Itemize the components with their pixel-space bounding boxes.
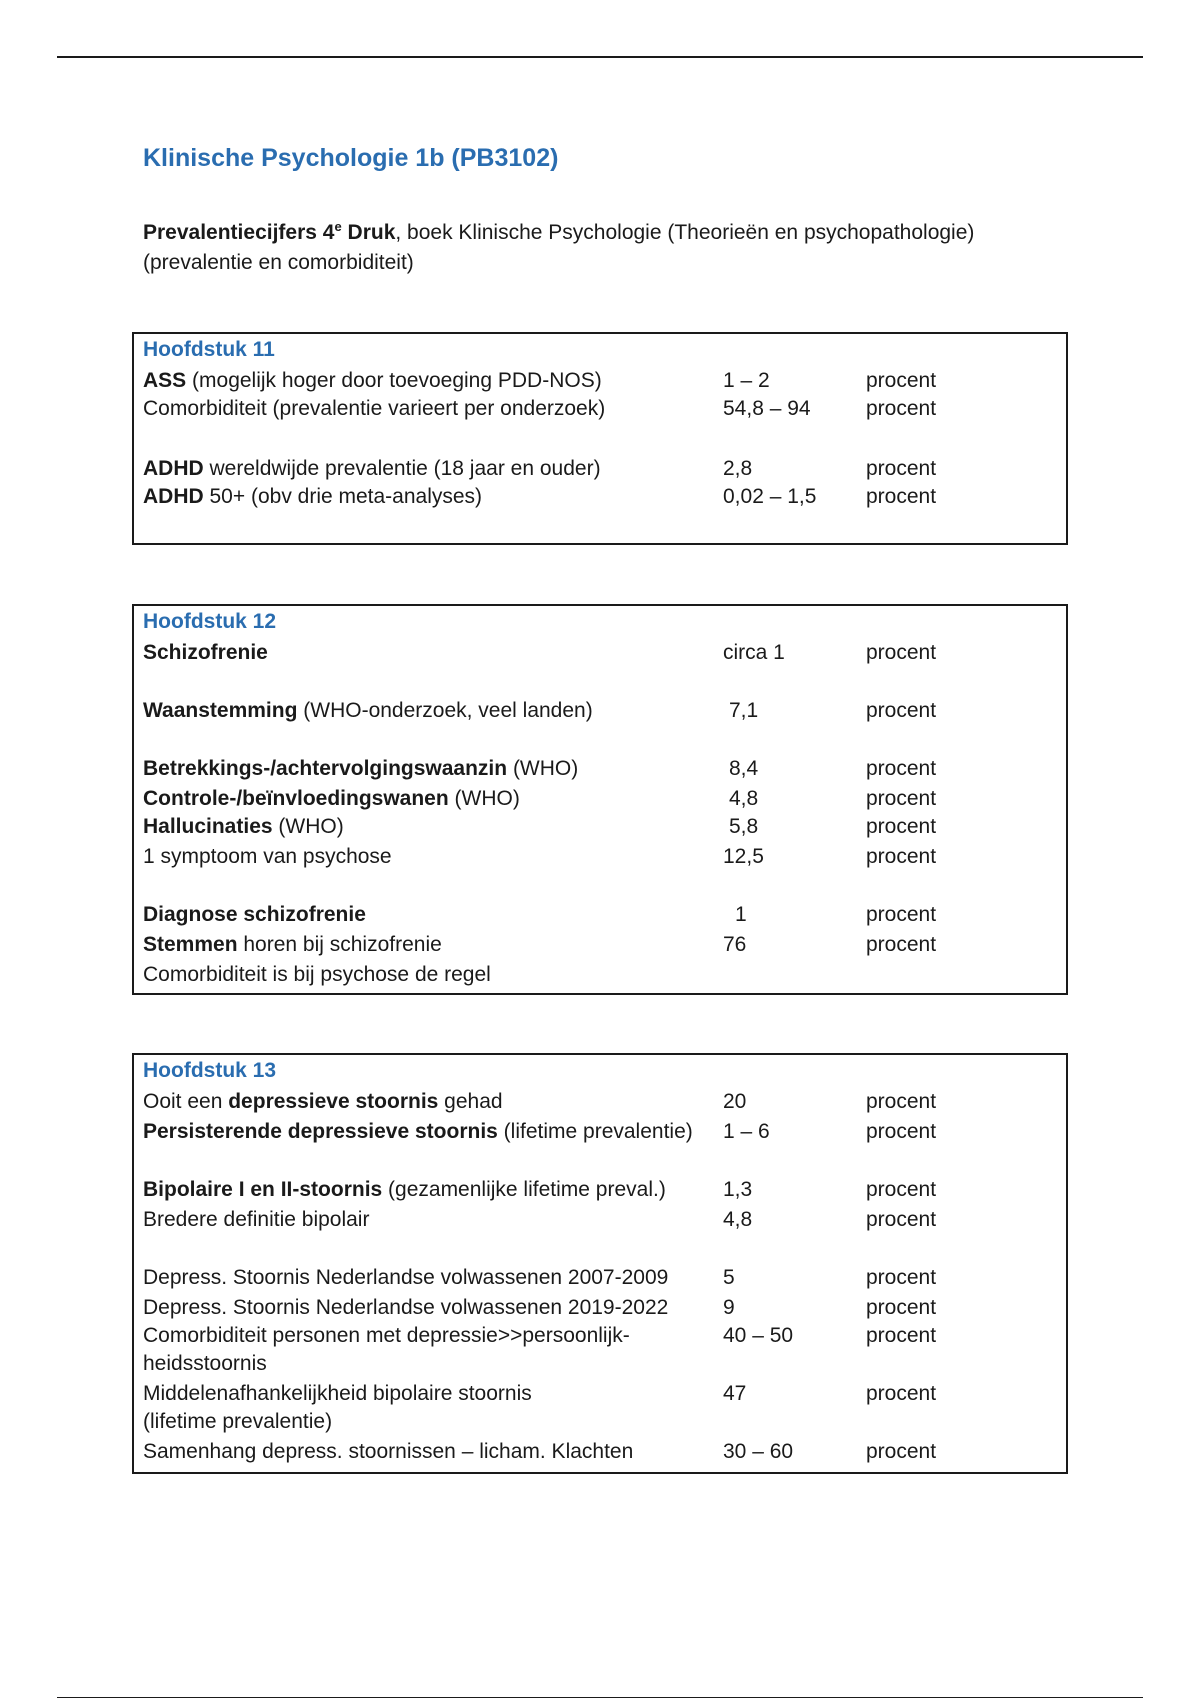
row-unit: procent [866, 903, 937, 926]
table-row [143, 1206, 1043, 1234]
row-value: 5 [723, 1266, 735, 1289]
row-value: 7,1 [729, 699, 759, 722]
row-label: Comorbiditeit is bij psychose de regel [143, 963, 491, 986]
table-row [143, 1438, 1043, 1466]
row-unit: procent [866, 1266, 937, 1289]
table-row [143, 483, 1043, 511]
table-row [143, 1176, 1043, 1204]
table-row [143, 843, 1043, 871]
intro-bold2: Druk [341, 221, 396, 244]
table-row [143, 755, 1043, 783]
row-unit: procent [866, 933, 937, 956]
table-row [143, 455, 1043, 483]
row-label: Samenhang depress. stoornissen – licham. Klachten [143, 1440, 634, 1463]
row-label: 1 symptoom van psychose [143, 845, 392, 868]
table-row [143, 961, 1043, 989]
intro-sup: e [334, 219, 342, 234]
row-bold: Controle-/beïnvloedingswanen [143, 787, 449, 810]
table-row [143, 813, 1043, 841]
row-label: 50+ (obv drie meta-analyses) [203, 485, 483, 508]
row-value: 47 [723, 1382, 747, 1405]
table-row [143, 1088, 1043, 1116]
row-value: 4,8 [723, 1208, 753, 1231]
row-bold: ASS [143, 369, 187, 392]
row-bold: Bipolaire I en II-stoornis [143, 1178, 383, 1201]
chapter-13-box [132, 1053, 1068, 1474]
table-row [143, 901, 1043, 929]
row-label-continued: heidsstoornis [143, 1352, 267, 1375]
row-label: Comorbiditeit personen met depressie>>persoonlijk- [143, 1324, 630, 1347]
table-row [143, 785, 1043, 813]
row-unit: procent [866, 699, 937, 722]
row-bold: Persisterende depressieve stoornis [143, 1120, 498, 1143]
row-label: Comorbiditeit (prevalentie varieert per onderzoek) [143, 397, 606, 420]
row-label: (lifetime prevalentie) [497, 1120, 693, 1143]
row-label: Depress. Stoornis Nederlandse volwassenen 2007-2009 [143, 1266, 669, 1289]
row-label: (WHO-onderzoek, veel landen) [297, 699, 593, 722]
page-title: Klinische Psychologie 1b (PB3102) [143, 144, 559, 172]
row-value: 12,5 [723, 845, 764, 868]
row-bold: Betrekkings-/achtervolgingswaanzin [143, 757, 508, 780]
row-label: Middelenafhankelijkheid bipolaire stoornis [143, 1382, 532, 1405]
row-unit: procent [866, 787, 937, 810]
row-value: 8,4 [729, 757, 759, 780]
row-label: (gezamenlijke lifetime preval.) [382, 1178, 666, 1201]
row-value: 5,8 [729, 815, 759, 838]
row-unit: procent [866, 397, 937, 420]
row-value: 1 – 6 [723, 1120, 770, 1143]
row-unit: procent [866, 845, 937, 868]
row-bold: Diagnose schizofrenie [143, 903, 366, 926]
table-row [143, 1264, 1043, 1292]
row-bold: Hallucinaties [143, 815, 273, 838]
table-row [143, 1380, 1043, 1433]
row-unit: procent [866, 1208, 937, 1231]
intro-bold: Prevalentiecijfers 4 [143, 221, 335, 244]
row-unit: procent [866, 1120, 937, 1143]
chapter-13-heading: Hoofdstuk 13 [143, 1059, 277, 1082]
table-row [143, 639, 1043, 667]
row-pre: Ooit een [143, 1090, 229, 1113]
row-value: 4,8 [729, 787, 759, 810]
row-value: 9 [723, 1296, 735, 1319]
row-label: (mogelijk hoger door toevoeging PDD-NOS) [186, 369, 602, 392]
row-value: 1,3 [723, 1178, 753, 1201]
chapter-11-heading: Hoofdstuk 11 [143, 338, 275, 361]
row-value: 20 [723, 1090, 747, 1113]
row-unit: procent [866, 757, 937, 780]
row-bold: ADHD [143, 485, 204, 508]
row-unit: procent [866, 641, 937, 664]
row-bold: Waanstemming [143, 699, 298, 722]
row-label: Depress. Stoornis Nederlandse volwassenen 2019-2022 [143, 1296, 669, 1319]
chapter-11-box [132, 332, 1068, 545]
row-unit: procent [866, 1382, 937, 1405]
row-bold: Stemmen [143, 933, 238, 956]
table-row [143, 395, 1043, 423]
row-value: 30 – 60 [723, 1440, 794, 1463]
row-label: (WHO) [272, 815, 344, 838]
row-label: (WHO) [448, 787, 520, 810]
row-bold: depressieve stoornis [228, 1090, 439, 1113]
intro [143, 212, 1143, 278]
row-label: Bredere definitie bipolair [143, 1208, 370, 1231]
row-unit: procent [866, 1178, 937, 1201]
row-value: 1 [735, 903, 747, 926]
row-value: 76 [723, 933, 747, 956]
row-unit: procent [866, 485, 937, 508]
row-unit: procent [866, 1440, 937, 1463]
row-label-continued: (lifetime prevalentie) [143, 1410, 333, 1433]
row-label: gehad [438, 1090, 503, 1113]
row-unit: procent [866, 369, 937, 392]
row-unit: procent [866, 457, 937, 480]
bottom-rule [57, 1697, 1143, 1698]
row-unit: procent [866, 815, 937, 838]
row-unit: procent [866, 1324, 937, 1347]
chapter-12-box [132, 604, 1068, 995]
table-row [143, 1118, 1043, 1146]
row-value: 1 – 2 [723, 369, 770, 392]
table-row [143, 1294, 1043, 1322]
row-label: wereldwijde prevalentie (18 jaar en ouder) [203, 457, 601, 480]
row-value: 54,8 – 94 [723, 397, 811, 420]
table-row [143, 1322, 1043, 1375]
table-row [143, 931, 1043, 959]
table-row [143, 697, 1043, 725]
table-row [143, 367, 1043, 395]
row-unit: procent [866, 1090, 937, 1113]
row-label: horen bij schizofrenie [237, 933, 442, 956]
intro-rest: , boek Klinische Psychologie (Theorieën en psychopathologie) [395, 221, 975, 244]
intro-line2: (prevalentie en comorbiditeit) [143, 251, 414, 274]
row-bold: Schizofrenie [143, 641, 268, 664]
top-rule [57, 56, 1143, 58]
chapter-12-heading: Hoofdstuk 12 [143, 610, 277, 633]
row-bold: ADHD [143, 457, 204, 480]
row-value: 2,8 [723, 457, 753, 480]
row-value: 0,02 – 1,5 [723, 485, 817, 508]
row-value: 40 – 50 [723, 1324, 794, 1347]
row-unit: procent [866, 1296, 937, 1319]
row-label: (WHO) [507, 757, 579, 780]
row-value: circa 1 [723, 641, 785, 664]
